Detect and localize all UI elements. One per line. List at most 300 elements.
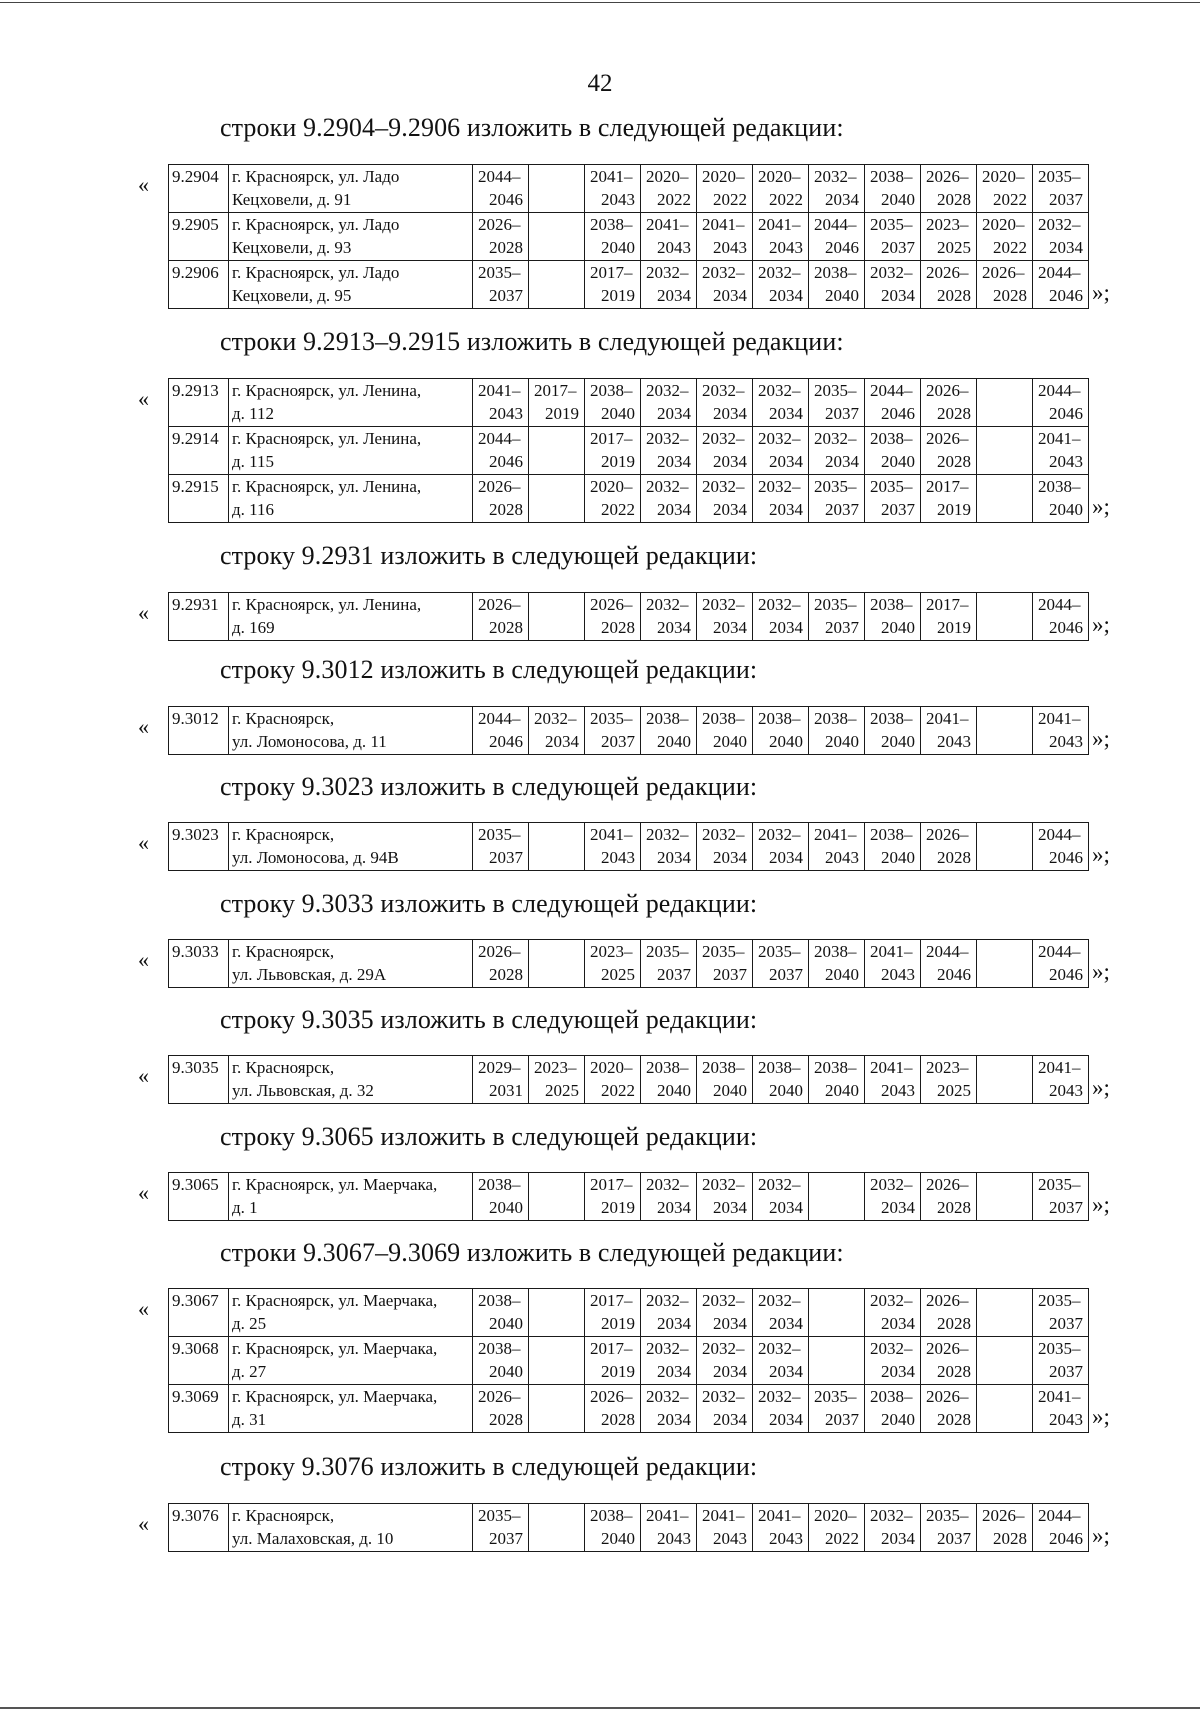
period-end bbox=[532, 188, 581, 211]
period-start: 2035– bbox=[814, 381, 857, 400]
period-cell bbox=[865, 940, 921, 988]
period-end: 2037 bbox=[1049, 1198, 1083, 1217]
period-cell bbox=[865, 427, 921, 475]
period-start: 2038– bbox=[590, 215, 633, 234]
period-end: 2040 bbox=[881, 190, 915, 209]
period-start: 2041– bbox=[758, 215, 801, 234]
period-cell bbox=[641, 261, 697, 309]
address-line-1: г. Красноярск, ул. Маерчака, bbox=[232, 1175, 438, 1194]
period-end: 2040 bbox=[489, 1362, 523, 1381]
period-start: 2044– bbox=[1038, 825, 1081, 844]
period-start bbox=[532, 475, 581, 498]
period-start: 2032– bbox=[646, 263, 689, 282]
period-cell bbox=[529, 707, 585, 755]
period-cell bbox=[865, 1385, 921, 1433]
address-line-1: г. Красноярск, bbox=[232, 825, 335, 844]
period-start: 2032– bbox=[702, 263, 745, 282]
row-number: 9.3035 bbox=[169, 1056, 229, 1104]
period-start: 2035– bbox=[814, 595, 857, 614]
address-line-2: ул. Малаховская, д. 10 bbox=[232, 1529, 394, 1548]
period-cell bbox=[585, 379, 641, 427]
period-end: 2028 bbox=[489, 500, 523, 519]
close-quote: »; bbox=[1092, 726, 1110, 751]
address-line-2: Кецховели, д. 95 bbox=[232, 286, 352, 305]
period-start: 2032– bbox=[758, 1387, 801, 1406]
period-cell bbox=[697, 593, 753, 641]
address-cell bbox=[229, 1056, 473, 1104]
period-start: 2017– bbox=[590, 1291, 633, 1310]
period-start bbox=[980, 1289, 1029, 1312]
period-cell bbox=[697, 261, 753, 309]
open-quote: « bbox=[138, 600, 149, 625]
period-end: 2028 bbox=[601, 1410, 635, 1429]
period-end: 2034 bbox=[713, 1198, 747, 1217]
period-start: 2032– bbox=[646, 1175, 689, 1194]
period-start: 2044– bbox=[478, 709, 521, 728]
period-end: 2034 bbox=[769, 1314, 803, 1333]
period-cell bbox=[921, 707, 977, 755]
address-line-2: ул. Ломоносова, д. 11 bbox=[232, 732, 387, 751]
period-start: 2023– bbox=[590, 942, 633, 961]
period-cell bbox=[1033, 1504, 1089, 1552]
period-start: 2026– bbox=[478, 595, 521, 614]
schedule-table bbox=[168, 1172, 1089, 1221]
period-cell bbox=[1033, 379, 1089, 427]
period-start: 2032– bbox=[702, 1339, 745, 1358]
period-end: 2034 bbox=[769, 1410, 803, 1429]
period-cell bbox=[753, 379, 809, 427]
address-line-1: г. Красноярск, ул. Ленина, bbox=[232, 477, 422, 496]
period-end: 2037 bbox=[937, 1529, 971, 1548]
row-number: 9.2931 bbox=[169, 593, 229, 641]
period-end: 2046 bbox=[1049, 965, 1083, 984]
period-start bbox=[532, 1504, 581, 1527]
period-end: 2019 bbox=[601, 286, 635, 305]
table-row bbox=[169, 1385, 1089, 1433]
period-end: 2034 bbox=[657, 452, 691, 471]
period-start: 2038– bbox=[646, 1058, 689, 1077]
period-start: 2032– bbox=[646, 1339, 689, 1358]
period-cell bbox=[529, 823, 585, 871]
period-end: 2043 bbox=[769, 238, 803, 257]
period-cell bbox=[641, 1056, 697, 1104]
period-end: 2037 bbox=[1049, 1362, 1083, 1381]
period-end: 2019 bbox=[937, 618, 971, 637]
period-cell bbox=[921, 823, 977, 871]
period-end: 2034 bbox=[657, 286, 691, 305]
period-start: 2035– bbox=[478, 1506, 521, 1525]
period-cell bbox=[1033, 940, 1089, 988]
address-line-1: г. Красноярск, bbox=[232, 1506, 335, 1525]
period-end: 2022 bbox=[825, 1529, 859, 1548]
period-cell bbox=[585, 427, 641, 475]
period-cell bbox=[1033, 1385, 1089, 1433]
period-end: 2019 bbox=[601, 1362, 635, 1381]
table-row bbox=[169, 1337, 1089, 1385]
schedule-table bbox=[168, 822, 1089, 871]
period-start: 2038– bbox=[1038, 477, 1081, 496]
open-quote: « bbox=[138, 172, 149, 197]
period-end: 2037 bbox=[825, 1410, 859, 1429]
period-start: 2035– bbox=[1038, 1291, 1081, 1310]
period-end bbox=[980, 498, 1029, 521]
period-cell bbox=[473, 213, 529, 261]
section-heading: строку 9.3023 изложить в следующей редакции: bbox=[220, 772, 758, 801]
period-end: 2022 bbox=[769, 190, 803, 209]
open-quote: « bbox=[138, 1296, 149, 1321]
period-start: 2032– bbox=[758, 825, 801, 844]
section-heading: строки 9.2904–9.2906 изложить в следующей редакции: bbox=[220, 113, 844, 142]
period-start: 2038– bbox=[814, 709, 857, 728]
period-cell bbox=[921, 1337, 977, 1385]
period-cell bbox=[473, 1289, 529, 1337]
period-cell bbox=[921, 261, 977, 309]
period-cell bbox=[641, 427, 697, 475]
period-cell bbox=[1033, 1173, 1089, 1221]
row-number: 9.2904 bbox=[169, 165, 229, 213]
period-cell bbox=[977, 1385, 1033, 1433]
period-start: 2032– bbox=[646, 1291, 689, 1310]
period-cell bbox=[977, 1173, 1033, 1221]
period-cell bbox=[473, 261, 529, 309]
period-end bbox=[980, 616, 1029, 639]
period-start: 2038– bbox=[814, 1058, 857, 1077]
period-start: 2038– bbox=[646, 709, 689, 728]
address-line-2: Кецховели, д. 91 bbox=[232, 190, 352, 209]
period-end: 2034 bbox=[769, 618, 803, 637]
period-cell bbox=[753, 427, 809, 475]
period-start: 2032– bbox=[646, 1387, 689, 1406]
period-end: 2028 bbox=[937, 1410, 971, 1429]
table-row bbox=[169, 379, 1089, 427]
period-start: 2038– bbox=[478, 1291, 521, 1310]
period-cell bbox=[977, 940, 1033, 988]
period-cell bbox=[753, 1337, 809, 1385]
period-end: 2034 bbox=[881, 286, 915, 305]
period-start: 2035– bbox=[870, 477, 913, 496]
period-cell bbox=[809, 475, 865, 523]
period-end: 2028 bbox=[937, 1314, 971, 1333]
period-start: 2032– bbox=[534, 709, 577, 728]
period-start: 2017– bbox=[590, 263, 633, 282]
period-cell bbox=[585, 707, 641, 755]
period-end: 2046 bbox=[489, 732, 523, 751]
close-quote: »; bbox=[1092, 1404, 1110, 1429]
period-cell bbox=[529, 1173, 585, 1221]
period-cell bbox=[473, 1504, 529, 1552]
period-cell bbox=[697, 475, 753, 523]
period-end: 2022 bbox=[993, 238, 1027, 257]
period-cell bbox=[529, 1337, 585, 1385]
period-end: 2028 bbox=[601, 618, 635, 637]
schedule-table bbox=[168, 1503, 1089, 1552]
period-cell bbox=[977, 1337, 1033, 1385]
period-cell bbox=[1033, 823, 1089, 871]
period-cell bbox=[977, 1504, 1033, 1552]
period-end: 2028 bbox=[489, 1410, 523, 1429]
period-end: 2034 bbox=[713, 286, 747, 305]
period-cell bbox=[697, 823, 753, 871]
period-cell bbox=[865, 1173, 921, 1221]
close-quote: »; bbox=[1092, 1075, 1110, 1100]
period-end: 2037 bbox=[1049, 190, 1083, 209]
period-end bbox=[980, 402, 1029, 425]
period-end: 2043 bbox=[713, 1529, 747, 1548]
period-cell bbox=[865, 475, 921, 523]
period-start: 2032– bbox=[702, 1387, 745, 1406]
period-end bbox=[812, 1312, 861, 1335]
period-cell bbox=[921, 940, 977, 988]
period-cell bbox=[697, 427, 753, 475]
period-end: 2040 bbox=[881, 452, 915, 471]
period-start bbox=[812, 1289, 861, 1312]
period-end: 2037 bbox=[1049, 1314, 1083, 1333]
table-row bbox=[169, 165, 1089, 213]
period-cell bbox=[753, 1385, 809, 1433]
period-cell bbox=[529, 1056, 585, 1104]
period-end: 2025 bbox=[937, 1081, 971, 1100]
period-start: 2020– bbox=[590, 477, 633, 496]
period-start: 2038– bbox=[870, 709, 913, 728]
open-quote: « bbox=[138, 1511, 149, 1536]
period-start: 2035– bbox=[1038, 1175, 1081, 1194]
period-cell bbox=[977, 1056, 1033, 1104]
period-start: 2035– bbox=[1038, 1339, 1081, 1358]
period-start: 2041– bbox=[870, 942, 913, 961]
period-end: 2028 bbox=[937, 848, 971, 867]
period-cell bbox=[1033, 475, 1089, 523]
period-end: 2028 bbox=[489, 965, 523, 984]
period-start bbox=[532, 427, 581, 450]
period-end bbox=[532, 450, 581, 473]
period-cell bbox=[865, 1056, 921, 1104]
period-cell bbox=[809, 940, 865, 988]
period-start: 2032– bbox=[702, 595, 745, 614]
period-cell bbox=[529, 213, 585, 261]
period-cell bbox=[641, 593, 697, 641]
period-start: 2041– bbox=[478, 381, 521, 400]
row-number: 9.2905 bbox=[169, 213, 229, 261]
address-cell bbox=[229, 1289, 473, 1337]
section-heading: строку 9.3012 изложить в следующей редакции: bbox=[220, 655, 758, 684]
period-cell bbox=[753, 593, 809, 641]
table-row bbox=[169, 213, 1089, 261]
period-end: 2022 bbox=[657, 190, 691, 209]
period-end bbox=[532, 963, 581, 986]
period-start: 2041– bbox=[646, 1506, 689, 1525]
period-cell bbox=[697, 1056, 753, 1104]
address-cell bbox=[229, 940, 473, 988]
close-quote: »; bbox=[1092, 842, 1110, 867]
close-quote: »; bbox=[1092, 494, 1110, 519]
address-line-1: г. Красноярск, bbox=[232, 1058, 335, 1077]
period-start: 2032– bbox=[702, 477, 745, 496]
period-start: 2032– bbox=[814, 167, 857, 186]
period-start: 2020– bbox=[758, 167, 801, 186]
period-cell bbox=[529, 593, 585, 641]
period-end: 2028 bbox=[489, 618, 523, 637]
period-cell bbox=[809, 1385, 865, 1433]
section-heading: строку 9.3065 изложить в следующей редакции: bbox=[220, 1122, 758, 1151]
address-line-1: г. Красноярск, bbox=[232, 942, 335, 961]
period-start: 2032– bbox=[758, 381, 801, 400]
open-quote: « bbox=[138, 947, 149, 972]
period-end: 2040 bbox=[881, 1410, 915, 1429]
period-end: 2043 bbox=[881, 1081, 915, 1100]
open-quote: « bbox=[138, 714, 149, 739]
period-cell bbox=[641, 165, 697, 213]
table-row bbox=[169, 1504, 1089, 1552]
period-cell bbox=[697, 1385, 753, 1433]
period-cell bbox=[641, 1173, 697, 1221]
address-line-2: д. 1 bbox=[232, 1198, 258, 1217]
period-cell bbox=[697, 379, 753, 427]
period-end: 2034 bbox=[825, 190, 859, 209]
period-cell bbox=[753, 261, 809, 309]
period-end: 2040 bbox=[881, 848, 915, 867]
period-end: 2034 bbox=[881, 1198, 915, 1217]
period-start: 2032– bbox=[646, 477, 689, 496]
period-start: 2041– bbox=[926, 709, 969, 728]
period-start bbox=[532, 1289, 581, 1312]
period-start bbox=[980, 1173, 1029, 1196]
period-start: 2026– bbox=[926, 1339, 969, 1358]
period-start: 2038– bbox=[870, 1387, 913, 1406]
period-start: 2041– bbox=[1038, 429, 1081, 448]
period-start: 2041– bbox=[1038, 1387, 1081, 1406]
period-start bbox=[980, 475, 1029, 498]
period-end: 2037 bbox=[489, 286, 523, 305]
period-cell bbox=[697, 1289, 753, 1337]
period-cell bbox=[809, 1056, 865, 1104]
period-end bbox=[532, 1408, 581, 1431]
period-cell bbox=[921, 475, 977, 523]
period-end: 2040 bbox=[825, 1081, 859, 1100]
period-end: 2037 bbox=[489, 848, 523, 867]
open-quote: « bbox=[138, 1063, 149, 1088]
period-start: 2032– bbox=[758, 595, 801, 614]
period-cell bbox=[473, 823, 529, 871]
period-start bbox=[980, 823, 1029, 846]
period-start bbox=[532, 1337, 581, 1360]
period-start: 2032– bbox=[758, 1339, 801, 1358]
period-end bbox=[980, 1312, 1029, 1335]
period-start: 2026– bbox=[926, 167, 969, 186]
row-number: 9.3065 bbox=[169, 1173, 229, 1221]
period-start bbox=[812, 1173, 861, 1196]
period-cell bbox=[977, 427, 1033, 475]
schedule-table bbox=[168, 939, 1089, 988]
period-start: 2032– bbox=[758, 1175, 801, 1194]
schedule-table bbox=[168, 1288, 1089, 1433]
section-heading: строки 9.3067–9.3069 изложить в следующей редакции: bbox=[220, 1238, 844, 1267]
period-start: 2026– bbox=[982, 263, 1025, 282]
period-cell bbox=[865, 707, 921, 755]
period-start: 2038– bbox=[814, 942, 857, 961]
period-start: 2020– bbox=[814, 1506, 857, 1525]
period-end: 2034 bbox=[657, 1362, 691, 1381]
period-end: 2037 bbox=[825, 500, 859, 519]
period-start: 2035– bbox=[758, 942, 801, 961]
period-start: 2020– bbox=[590, 1058, 633, 1077]
row-number: 9.3068 bbox=[169, 1337, 229, 1385]
period-end: 2046 bbox=[825, 238, 859, 257]
period-end: 2040 bbox=[601, 1529, 635, 1548]
period-end: 2034 bbox=[769, 1362, 803, 1381]
period-start: 2038– bbox=[814, 263, 857, 282]
period-start: 2032– bbox=[758, 263, 801, 282]
period-end: 2043 bbox=[1049, 732, 1083, 751]
period-cell bbox=[921, 1173, 977, 1221]
period-end: 2022 bbox=[993, 190, 1027, 209]
period-cell bbox=[529, 475, 585, 523]
row-number: 9.2906 bbox=[169, 261, 229, 309]
address-line-1: г. Красноярск, ул. Маерчака, bbox=[232, 1291, 438, 1310]
address-cell bbox=[229, 475, 473, 523]
section-heading: строку 9.3033 изложить в следующей редакции: bbox=[220, 889, 758, 918]
address-line-2: д. 116 bbox=[232, 500, 275, 519]
period-end bbox=[532, 616, 581, 639]
period-end: 2034 bbox=[825, 452, 859, 471]
period-end: 2040 bbox=[601, 404, 635, 423]
period-end bbox=[812, 1196, 861, 1219]
period-cell bbox=[473, 165, 529, 213]
period-start: 2041– bbox=[702, 215, 745, 234]
row-number: 9.3076 bbox=[169, 1504, 229, 1552]
period-cell bbox=[865, 165, 921, 213]
period-end: 2034 bbox=[657, 618, 691, 637]
period-end bbox=[980, 1408, 1029, 1431]
address-line-2: д. 169 bbox=[232, 618, 275, 637]
address-line-1: г. Красноярск, ул. Ладо bbox=[232, 263, 400, 282]
period-start: 2041– bbox=[646, 215, 689, 234]
period-cell bbox=[697, 707, 753, 755]
period-end: 2034 bbox=[713, 1314, 747, 1333]
period-end: 2040 bbox=[881, 618, 915, 637]
period-end: 2034 bbox=[713, 1410, 747, 1429]
schedule-table bbox=[168, 592, 1089, 641]
period-cell bbox=[473, 1385, 529, 1433]
period-cell bbox=[753, 1056, 809, 1104]
table-row bbox=[169, 475, 1089, 523]
close-quote: »; bbox=[1092, 280, 1110, 305]
period-start bbox=[532, 261, 581, 284]
period-start bbox=[532, 823, 581, 846]
period-end: 2040 bbox=[489, 1198, 523, 1217]
period-start bbox=[980, 593, 1029, 616]
address-cell bbox=[229, 823, 473, 871]
period-end bbox=[980, 1360, 1029, 1383]
period-end bbox=[980, 1079, 1029, 1102]
period-start: 2044– bbox=[1038, 942, 1081, 961]
schedule-table bbox=[168, 1055, 1089, 1104]
period-start: 2032– bbox=[646, 825, 689, 844]
period-start: 2020– bbox=[982, 167, 1025, 186]
period-end: 2043 bbox=[769, 1529, 803, 1548]
period-cell bbox=[641, 1289, 697, 1337]
period-start: 2044– bbox=[870, 381, 913, 400]
period-start: 2026– bbox=[926, 429, 969, 448]
period-cell bbox=[753, 475, 809, 523]
period-cell bbox=[921, 427, 977, 475]
period-cell bbox=[809, 1337, 865, 1385]
table-row bbox=[169, 823, 1089, 871]
period-start: 2023– bbox=[926, 1058, 969, 1077]
period-start: 2020– bbox=[646, 167, 689, 186]
period-cell bbox=[753, 165, 809, 213]
period-cell bbox=[809, 261, 865, 309]
period-cell bbox=[865, 1289, 921, 1337]
